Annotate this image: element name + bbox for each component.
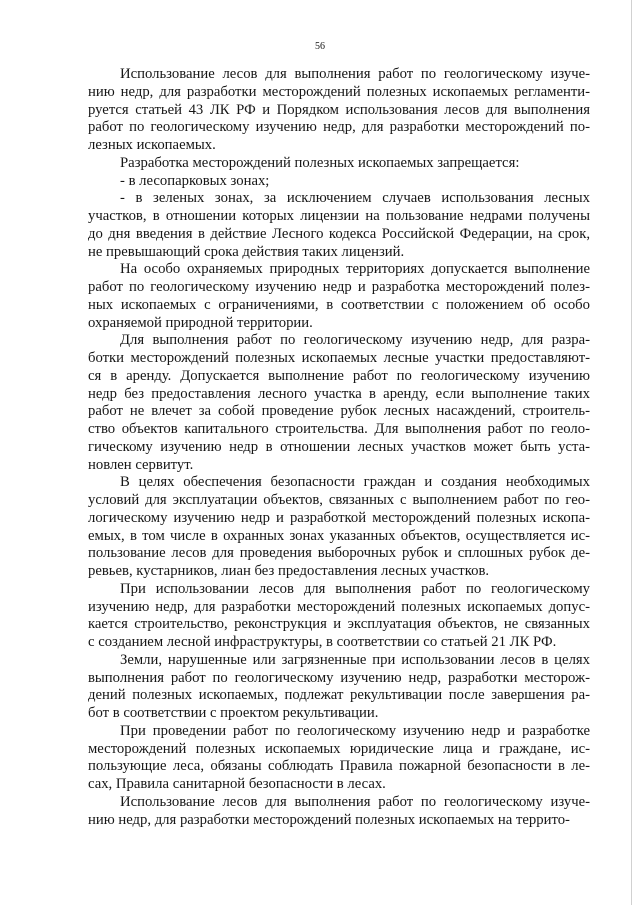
text-line: условий для эксплуатации объектов, связанных с выполнением работ по гео- bbox=[88, 492, 590, 508]
text-line: изучению недр, для разработки месторождений полезных ископаемых допус- bbox=[88, 598, 590, 615]
text-line: нию недр, для разработки месторождений полезных ископаемых регламенти- bbox=[88, 83, 590, 100]
text-line: ство объектов капитального строительства. Для выполнения работ по геоло- bbox=[88, 421, 590, 437]
text-line: работ по геологическому изучению недр и разработка месторождений полез- bbox=[88, 279, 590, 295]
text-line: емых, в том числе в охранных зонах указанных объектов, осуществляется ис- bbox=[88, 527, 590, 544]
text-line: Использование лесов для выполнения работ по геологическому изуче- bbox=[120, 66, 590, 82]
paragraph bbox=[88, 652, 590, 723]
paragraph bbox=[88, 190, 590, 261]
text-line: гическому изучению недр в отношении лесных участков может быть уста- bbox=[88, 438, 590, 455]
text-line: до дня введения в действие Лесного кодекса Российской Федерации, на срок, bbox=[88, 225, 590, 242]
text-line: бот в соответствии с проектом рекультивации. bbox=[88, 705, 379, 721]
text-line: ревьев, кустарников, лиан без предоставления лесных участков. bbox=[88, 563, 490, 579]
text-line: не превышающий срока действия таких лицензий. bbox=[88, 243, 405, 260]
text-line: Для выполнения работ по геологическому изучению недр, для разра- bbox=[120, 332, 590, 349]
text-line: ботки месторождений полезных ископаемых лесные участки предоставляют- bbox=[88, 350, 590, 366]
text-line: сах, Правила санитарной безопасности в лесах. bbox=[88, 776, 386, 792]
page-number: 56 bbox=[315, 41, 325, 52]
text-line: работ по геологическому изучению недр, для разработки месторождений по- bbox=[88, 119, 590, 136]
text-line: лезных ископаемых. bbox=[88, 137, 216, 153]
text-line: выполнения работ по геологическому изучению недр, разработки месторож- bbox=[88, 669, 590, 686]
paragraph bbox=[88, 474, 590, 581]
text-line: нию недр, для разработки месторождений полезных ископаемых на террито- bbox=[88, 811, 570, 828]
text-line: На особо охраняемых природных территориях допускается выполнение bbox=[120, 261, 590, 278]
text-line: Разработка месторождений полезных ископаемых запрещается: bbox=[120, 154, 520, 171]
scan-edge bbox=[631, 0, 632, 905]
text-line: работ не влечет за собой проведение рубок лесных насаждений, строитель- bbox=[88, 403, 590, 420]
text-line: ся в аренду. Допускается выполнение работ по геологическому изучению bbox=[88, 367, 590, 384]
text-line: В целях обеспечения безопасности граждан и создания необходимых bbox=[120, 474, 590, 491]
paragraph bbox=[88, 794, 590, 830]
text-line: логическому изучению недр и разработкой месторождений полезных ископа- bbox=[88, 509, 590, 526]
text-line: охраняемой природной территории. bbox=[88, 314, 313, 331]
text-line: кается строительство, реконструкция и эксплуатация объектов, не связанных bbox=[88, 616, 590, 633]
text-line: с созданием лесной инфраструктуры, в соответствии со статьей 21 ЛК РФ. bbox=[88, 634, 557, 650]
text-line: участков, в отношении которых лицензии на пользование недрами получены bbox=[88, 208, 590, 224]
text-line: - в зеленых зонах, за исключением случаев использования лесных bbox=[120, 190, 590, 207]
text-line: - в лесопарковых зонах; bbox=[120, 172, 270, 189]
paragraph bbox=[88, 723, 590, 794]
text-line: новлен сервитут. bbox=[88, 456, 194, 473]
text-line: пользующие леса, обязаны соблюдать Правила пожарной безопасности в ле- bbox=[88, 758, 590, 775]
text-line: При проведении работ по геологическому изучению недр и разработке bbox=[120, 722, 590, 739]
paragraph bbox=[88, 155, 590, 173]
text-line: При использовании лесов для выполнения работ по геологическому bbox=[120, 580, 590, 597]
paragraph bbox=[88, 261, 590, 332]
text-line: дений полезных ископаемых, подлежат рекультивации после завершения ра- bbox=[88, 687, 590, 704]
paragraph bbox=[88, 332, 590, 474]
paragraph bbox=[88, 173, 590, 191]
text-line: пользование лесов для проведения выборочных рубок и сплошных рубок де- bbox=[88, 545, 590, 562]
text-line: месторождений полезных ископаемых юридические лица и граждане, ис- bbox=[88, 740, 590, 757]
text-line: ных ископаемых с ограничениями, в соответствии с положением об особо bbox=[88, 296, 590, 313]
text-line: Использование лесов для выполнения работ по геологическому изуче- bbox=[120, 793, 590, 810]
paragraph bbox=[88, 66, 590, 155]
text-line: недр без предоставления лесного участка в аренду, если выполнение таких bbox=[88, 385, 590, 402]
document-body bbox=[88, 66, 590, 829]
text-line: Земли, нарушенные или загрязненные при использовании лесов в целях bbox=[120, 651, 590, 668]
text-line: руется статьей 43 ЛК РФ и Порядком использования лесов для выполнения bbox=[88, 101, 590, 118]
paragraph bbox=[88, 581, 590, 652]
